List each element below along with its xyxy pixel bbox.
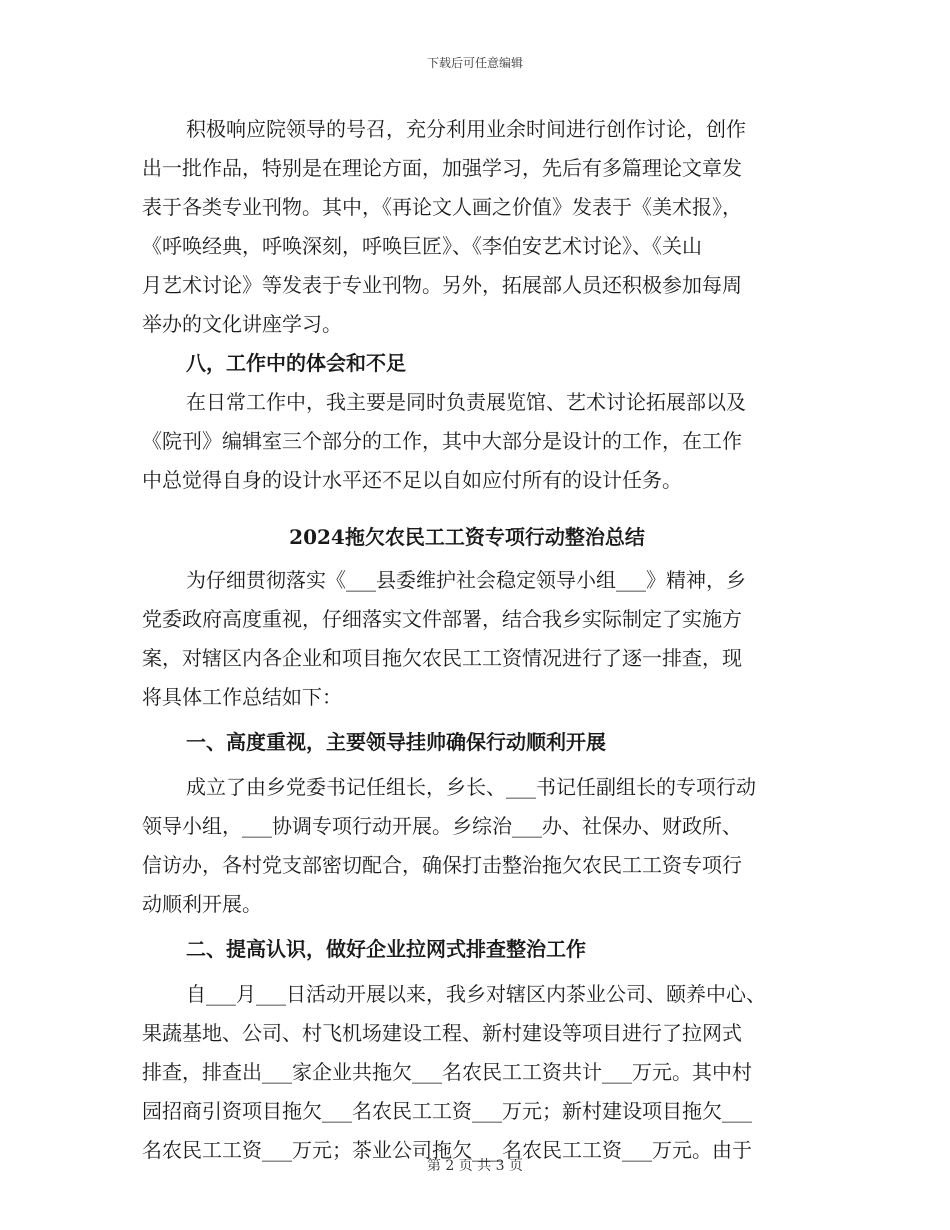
- text-line: 积极响应院领导的号召，充分利用业余时间进行创作讨论，创作: [186, 117, 746, 141]
- page-footer: 第 2 页 共 3 页: [426, 1158, 524, 1174]
- text-line: 党委政府高度重视，仔细落实文件部署，结合我乡实际制定了实施方: [142, 607, 742, 631]
- document-title: 2024拖欠农民工工资专项行动整治总结: [289, 525, 645, 549]
- page-header: 下载后可任意编辑: [426, 56, 523, 70]
- paragraph-creative-work: [142, 110, 822, 344]
- text-line: 领导小组，___协调专项行动开展。乡综治___办、社保办、财政所、: [142, 814, 742, 838]
- text-line: 将具体工作总结如下：: [142, 685, 342, 709]
- text-line: 出一批作品，特别是在理论方面，加强学习，先后有多篇理论文章发: [142, 156, 742, 180]
- text-line: 成立了由乡党委书记任组长，乡长、___书记任副组长的专项行动: [186, 775, 756, 799]
- text-line: 排查，排查出___家企业共拖欠___名农民工工资共计___万元。其中村: [142, 1060, 752, 1084]
- text-line: 果蔬基地、公司、村飞机场建设工程、新村建设等项目进行了拉网式: [142, 1021, 742, 1045]
- paragraph-intro: [142, 561, 822, 717]
- paragraph-experience: [142, 383, 822, 500]
- text-line: 名农民工工资___万元；茶业公司拖欠___名农民工工资___万元。由于: [142, 1138, 752, 1162]
- text-line: 月艺术讨论》等发表于专业刊物。另外，拓展部人员还积极参加每周: [142, 273, 742, 297]
- text-line: 在日常工作中，我主要是同时负责展览馆、艺术讨论拓展部以及: [186, 390, 746, 414]
- paragraph-investigation: [142, 975, 822, 1170]
- text-line: 案，对辖区内各企业和项目拖欠农民工工资情况进行了逐一排查，现: [142, 646, 742, 670]
- text-line: 动顺利开展。: [142, 892, 262, 916]
- text-line: 举办的文化讲座学习。: [142, 312, 342, 336]
- text-line: 中总觉得自身的设计水平还不足以自如应付所有的设计任务。: [142, 468, 682, 492]
- text-line: 为仔细贯彻落实《___县委维护社会稳定领导小组___》精神，乡: [186, 568, 746, 592]
- text-line: 信访办，各村党支部密切配合，确保打击整治拖欠农民工工资专项行: [142, 853, 742, 877]
- paragraph-leadership: [142, 768, 822, 924]
- text-line: 《院刊》编辑室三个部分的工作，其中大部分是设计的工作，在工作: [142, 429, 742, 453]
- text-line: 《呼唤经典，呼唤深刻，呼唤巨匠》、《李伯安艺术讨论》、《关山: [142, 234, 702, 258]
- section-heading-eight: 八，工作中的体会和不足: [186, 351, 406, 375]
- text-line: 园招商引资项目拖欠___名农民工工资___万元；新村建设项目拖欠___: [142, 1099, 752, 1123]
- section-heading-one: 一、高度重视，主要领导挂帅确保行动顺利开展: [186, 730, 606, 754]
- text-line: 表于各类专业刊物。其中，《再论文人画之价值》发表于《美术报》，: [142, 195, 742, 219]
- document-body: [142, 110, 822, 1170]
- section-heading-two: 二、提高认识，做好企业拉网式排查整治工作: [186, 937, 586, 961]
- text-line: 自___月___日活动开展以来，我乡对辖区内茶业公司、颐养中心、: [186, 982, 766, 1006]
